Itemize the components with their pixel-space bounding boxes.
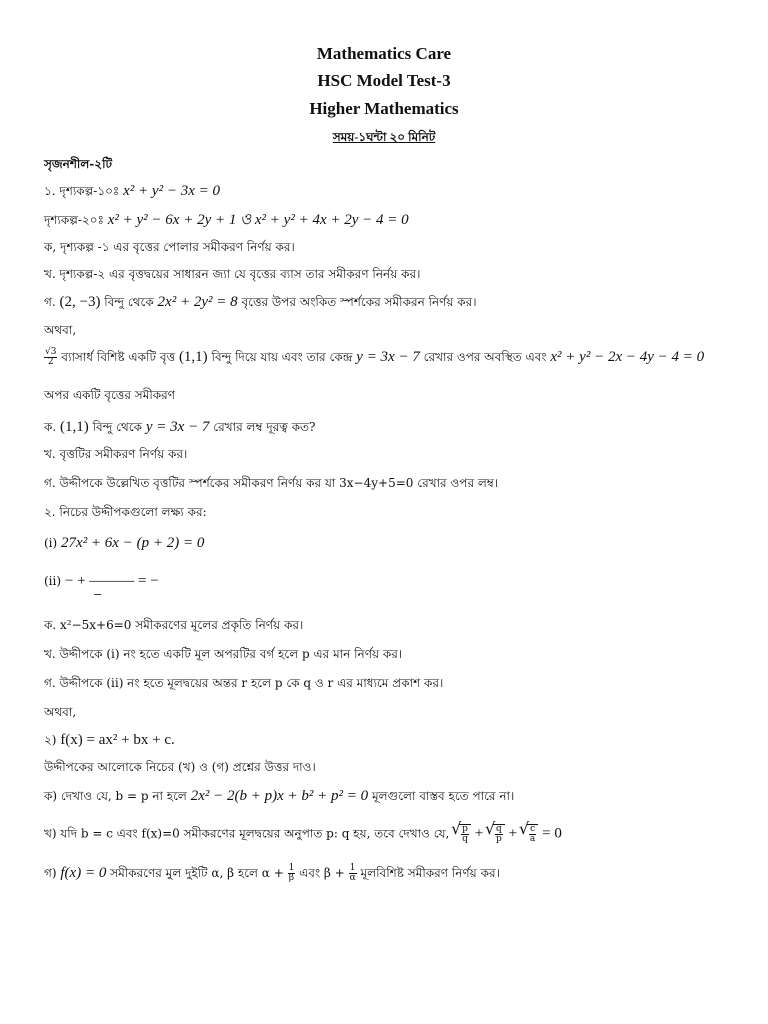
q2alt-ka	[44, 787, 744, 805]
q1-stem1-equation: x² + y² − 3x = 0	[123, 183, 220, 199]
q1-ga-text-b: বৃত্তের উপর অংকিত স্পর্শকের সমীকরন নির্ণয় কর।	[241, 295, 477, 309]
q1-kha: খ. দৃশ্যকল্প-২ এর বৃত্তদ্বয়ের সাধারন জ্যা যে বৃত্তের ব্যাস তার সমীকরণ নির্নয় কর।	[44, 267, 421, 281]
q1alt-ga: গ. উদ্দীপকে উল্লেখিত বৃত্তটির স্পর্শকের সমীকরণ নির্ণয় কর যা 3x−4y+5=0 রেখার ওপর লম্ব।	[44, 476, 499, 490]
q1alt-ka-label: ক.	[44, 420, 57, 434]
q2alt-ga-f1-den: β	[288, 873, 295, 883]
q1-stem2	[44, 211, 744, 229]
q1alt-ka-point: (1,1)	[60, 419, 89, 435]
q2alt-kha-root-1	[459, 824, 471, 844]
q2alt-ka-equation: 2x² − 2(b + p)x + b² + p² = 0	[190, 788, 369, 804]
q2alt-ga	[44, 864, 744, 883]
q2alt-kha-root-2	[493, 824, 505, 844]
q1alt-ka-text-b: রেখার লম্ব দূরত্ব কত?	[213, 420, 316, 434]
q1alt-ka	[44, 418, 744, 436]
q1-stem2-equation: x² + y² − 6x + 2y + 1 ও x² + y² + 4x + 2y − 4 = 0	[107, 212, 409, 228]
q1alt-stem	[44, 348, 744, 367]
q1alt-equation: x² + y² − 2x − 4y − 4 = 0	[550, 349, 705, 365]
q2alt-kha-f1-den: q	[462, 834, 468, 844]
q1alt-kha: খ. বৃত্তটির সমীকরণ নির্ণয় কর।	[44, 447, 188, 461]
q2alt-kha-f3-num: √ c	[530, 824, 536, 834]
q2alt-kha-root-3	[527, 824, 538, 844]
q2alt-ga-frac-1	[288, 864, 296, 883]
q2alt-kha-f1-num: √ p	[462, 824, 468, 834]
q1alt-text-c: রেখার ওপর অবস্থিত এবং	[423, 350, 547, 364]
q2alt-ka-text-a: ক) দেখাও যে, b = p না হলে	[44, 789, 187, 803]
q1alt-text-a: ব্যাসার্ধ বিশিষ্ট একটি বৃত্ত	[61, 350, 176, 364]
section-label: সৃজনশীল-২টি	[44, 157, 113, 171]
q1-ga	[44, 293, 744, 311]
q2alt-ka-text-b: মূলগুলো বাস্তব হতে পারে না।	[371, 789, 515, 803]
q2alt-kha: খ) যদি b = c এবং f(x)=0 সমীকরণের মূলদ্বয়ের অনুপাত p: q হয়, তবে দেখাও যে, √ $\frac{p}{q}$ + √ $\frac{q}{p}$ + √ $\frac{c}{a}$ = 0	[44, 824, 744, 844]
q2alt-ga-f1-num: 1	[288, 863, 295, 873]
q2alt-equation: f(x) = ax² + bx + c.	[60, 732, 175, 748]
q2-ga: গ. উদ্দীপকে (ii) নং হতে মূলদ্বয়ের অন্তর r হলে p কে q ও r এর মাধ্যমে প্রকাশ কর।	[44, 676, 444, 690]
q1alt-line: y = 3x − 7	[356, 349, 420, 365]
q2-i	[44, 534, 744, 552]
q1alt-frac-den: 2	[47, 357, 54, 367]
q2alt-ga-text-c: মূলবিশিষ্ট সমীকরণ নির্ণয় কর।	[360, 866, 500, 880]
q2alt-ga-text-b: এবং β +	[299, 866, 345, 880]
q2alt-ga-f2-den: α	[349, 873, 356, 883]
title-subject: Higher Mathematics	[309, 99, 459, 118]
q2-i-label: (i)	[44, 536, 58, 550]
q2-i-equation: 27x² + 6x − (p + 2) = 0	[61, 535, 205, 551]
q2alt-kha-f2-den: p	[496, 834, 502, 844]
q1alt-frac-num: √3	[45, 347, 57, 357]
time-allowed: সময়-১ঘন্টা ২০ মিনিট	[332, 130, 436, 144]
q1alt-radius-fraction	[44, 348, 57, 367]
or-2: অথবা,	[44, 705, 77, 719]
q2alt-ga-equation: f(x) = 0	[60, 865, 107, 881]
q1-stem1-prefix: ১. দৃশ্যকল্প-১০ঃ	[44, 184, 120, 198]
q2-ii-under: −	[93, 588, 103, 601]
q1-ga-equation: 2x² + 2y² = 8	[157, 294, 238, 310]
q2alt-ga-label: গ)	[44, 866, 57, 880]
title-mathematics-care: Mathematics Care	[316, 44, 452, 63]
q2alt-kha-equals: = 0	[542, 825, 562, 842]
q1-ga-text-a: বিন্দু থেকে	[104, 295, 154, 309]
q2alt-label: ২)	[44, 733, 57, 747]
q2-ka: ক. x²−5x+6=0 সমীকরণের মূলের প্রকৃতি নির্ণয় কর।	[44, 618, 304, 632]
q2alt-ga-frac-2	[349, 864, 357, 883]
q2-ii-equation: − + ――― = −	[64, 573, 159, 589]
q1alt-point: (1,1)	[178, 349, 208, 365]
q1-stem2-prefix: দৃশ্যকল্প-২০ঃ	[44, 213, 104, 227]
or-1: অথবা,	[44, 323, 77, 337]
q2alt-kha-f3-den: a	[529, 834, 536, 844]
title-model-test: HSC Model Test-3	[317, 71, 451, 90]
q2alt-ga-text-a: সমীকরণের মুল দুইটি α, β হলে α +	[110, 866, 284, 880]
q2alt-ga-f2-num: 1	[349, 863, 356, 873]
q2alt-kha-f2-num: √ q	[496, 824, 502, 834]
q1-ka: ক, দৃশ্যকল্প -১ এর বৃত্তের পোলার সমীকরণ নির্ণয় কর।	[44, 240, 295, 254]
q1alt-text-b: বিন্দু দিয়ে যায় এবং তার কেন্দ্র	[211, 350, 353, 364]
q1alt-ka-text-a: বিন্দু থেকে	[92, 420, 143, 434]
q1-ga-point: (2, −3)	[59, 294, 101, 310]
q2alt-stem	[44, 731, 744, 749]
q1alt-ka-line: y = 3x − 7	[145, 419, 210, 435]
q1-stem1	[44, 182, 744, 200]
q1-ga-label: গ.	[44, 295, 56, 309]
q2-ii-label: (ii)	[44, 574, 62, 588]
q2-kha: খ. উদ্দীপকে (i) নং হতে একটি মূল অপরটির বর্গ হলে p এর মান নির্ণয় কর।	[44, 647, 403, 661]
q2alt-kha-text: খ) যদি b = c এবং f(x)=0 সমীকরণের মূলদ্বয়ের অনুপাত p: q হয়, তবে দেখাও যে,	[44, 826, 450, 841]
q2alt-instruction: উদ্দীপকের আলোকে নিচের (খ) ও (গ) প্রশ্নের উত্তর দাও।	[44, 760, 316, 774]
q2-intro: ২. নিচের উদ্দীপকগুলো লক্ষ্য কর:	[44, 505, 207, 519]
q1alt-text-d: অপর একটি বৃত্তের সমীকরণ	[44, 388, 176, 402]
